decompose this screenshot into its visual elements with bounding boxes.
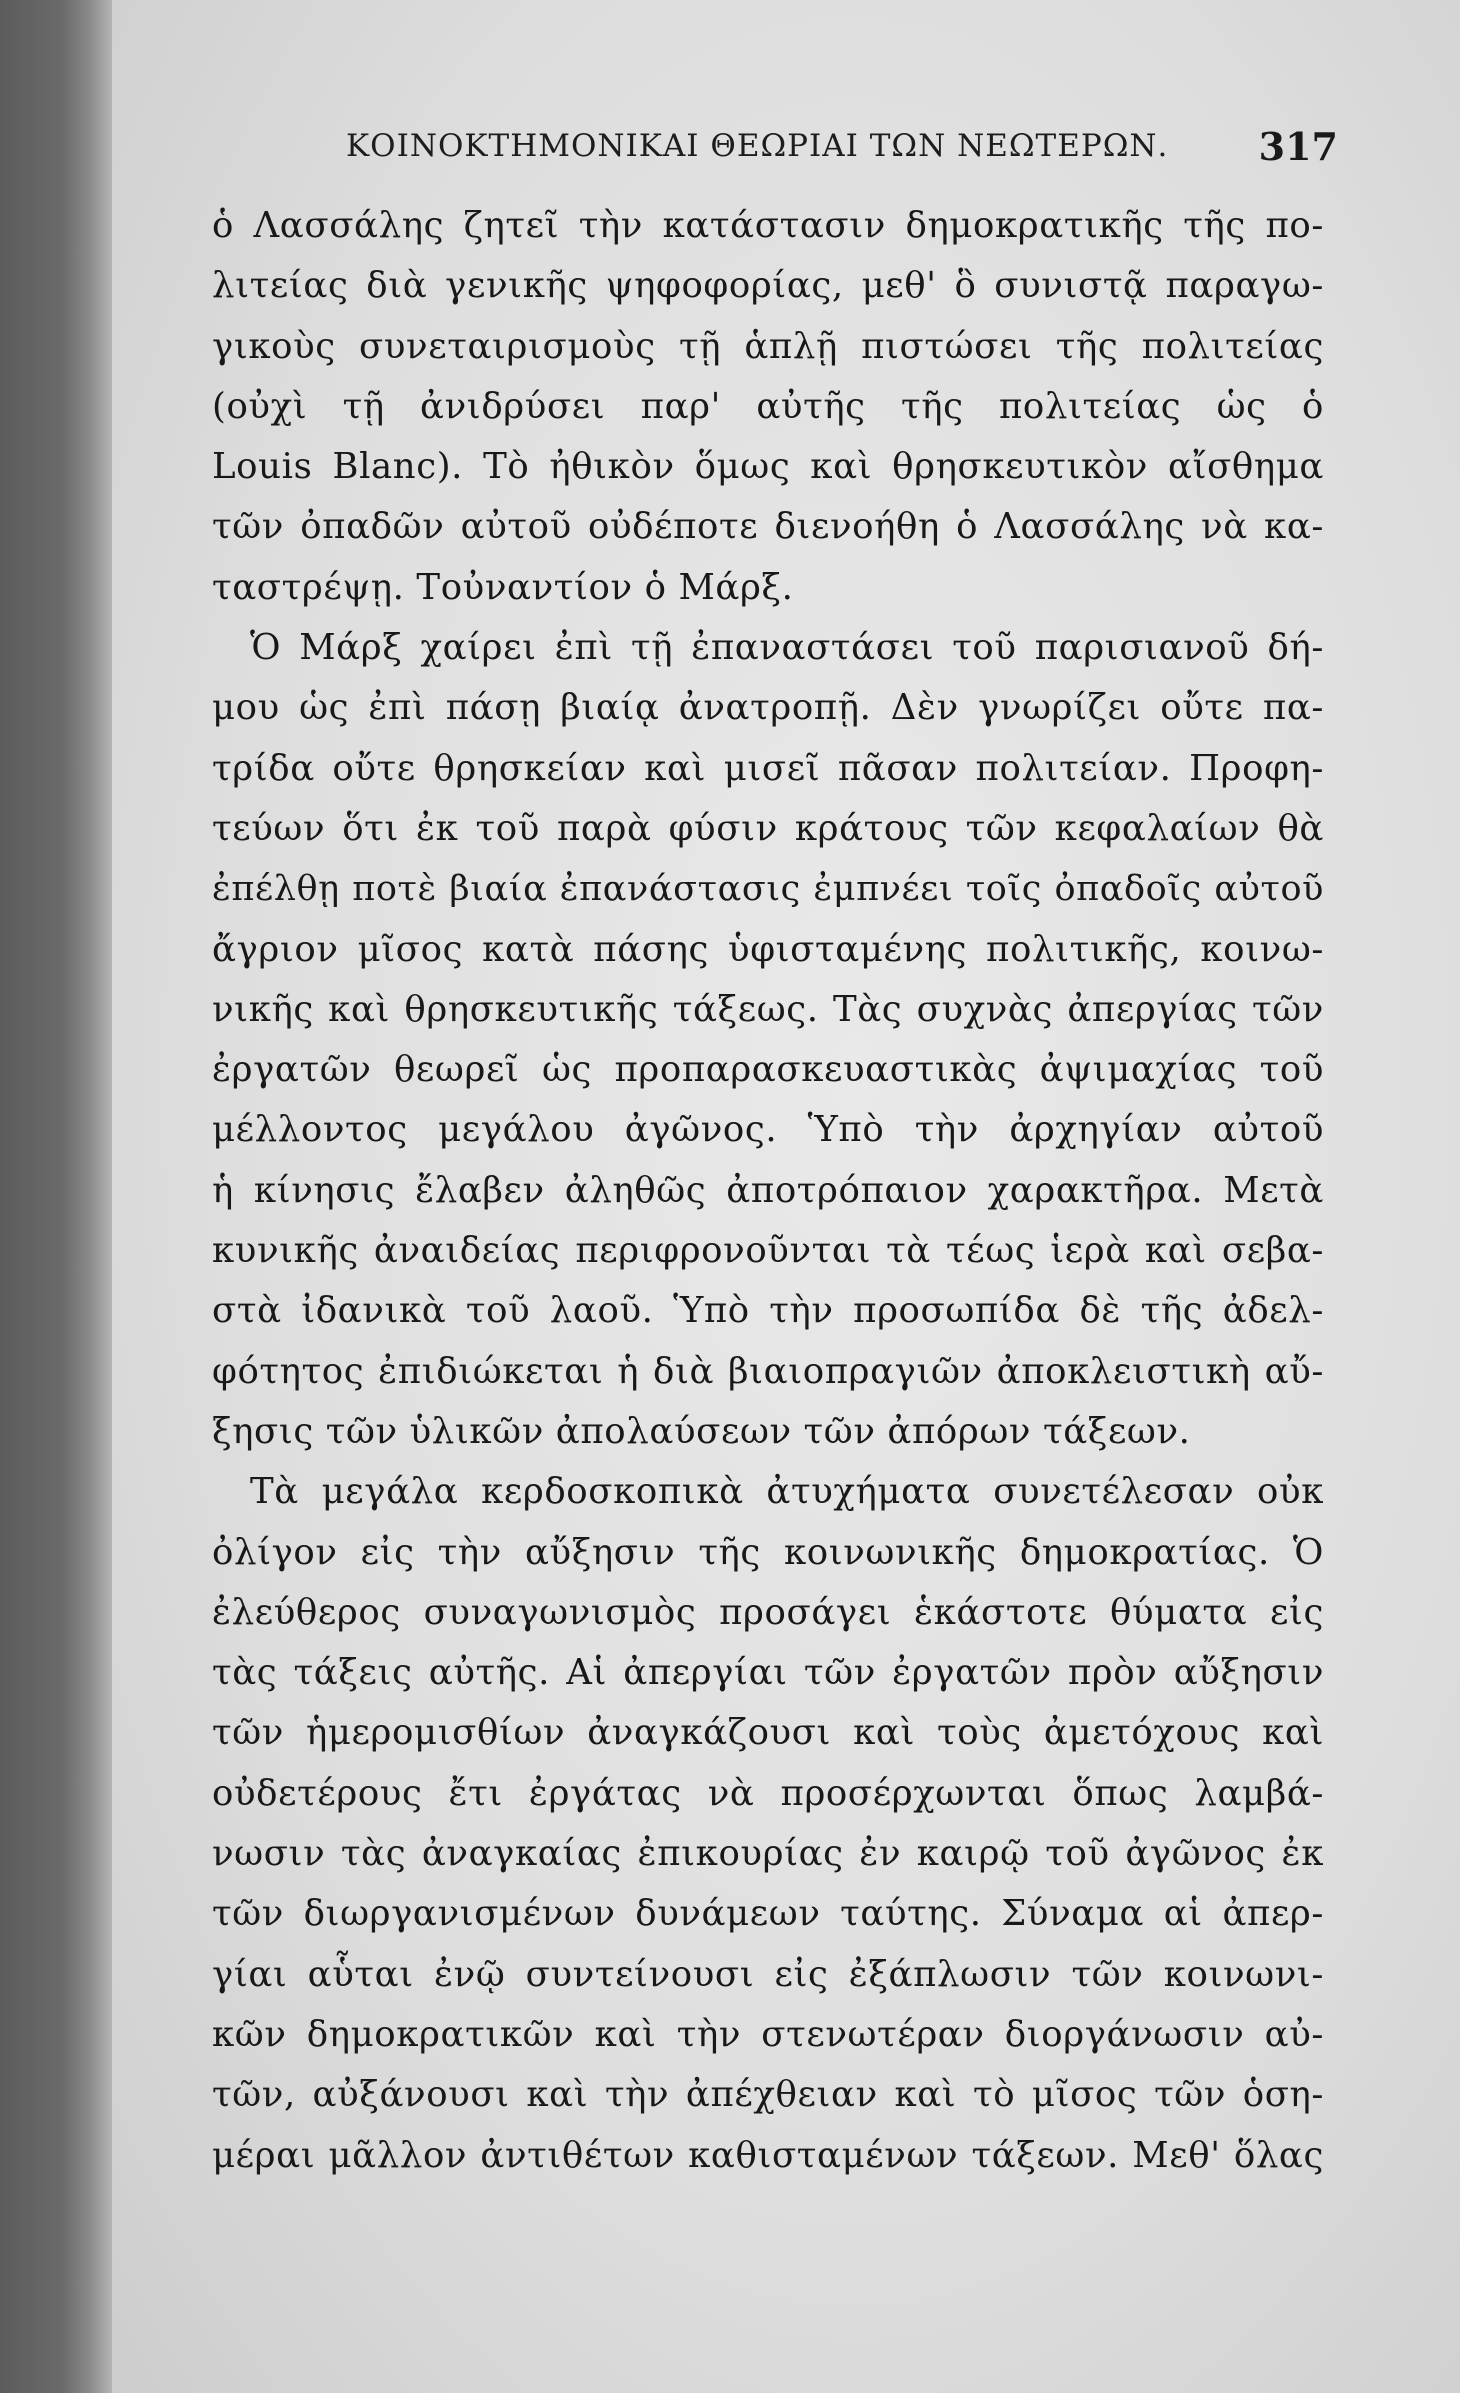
text-line: γικοὺς συνεταιρισμοὺς τῇ ἁπλῇ πιστώσει τῆς πολιτείας — [212, 325, 1324, 367]
text-line: ἐλεύθερος συναγωνισμὸς προσάγει ἑκάστοτε θύματα εἰς — [212, 1591, 1324, 1633]
text-line: κῶν δημοκρατικῶν καὶ τὴν στενωτέραν διοργάνωσιν αὐ- — [212, 2013, 1324, 2055]
text-line: ξησις τῶν ὑλικῶν ἀπολαύσεων τῶν ἀπόρων τάξεων. — [212, 1410, 1191, 1452]
text-line: ἐπέλθῃ ποτὲ βιαία ἐπανάστασις ἐμπνέει τοῖς ὀπαδοῖς αὐτοῦ — [212, 869, 1324, 910]
text-line: τῶν, αὐξάνουσι καὶ τὴν ἀπέχθειαν καὶ τὸ μῖσος τῶν ὁση- — [212, 2074, 1324, 2116]
text-line: ἄγριον μῖσος κατὰ πάσης ὑφισταμένης πολιτικῆς, κοινω- — [212, 928, 1324, 970]
text-line: Τὰ μεγάλα κερδοσκοπικὰ ἀτυχήματα συνετέλεσαν οὐκ — [250, 1471, 1324, 1513]
text-line: τῶν ἡμερομισθίων ἀναγκάζουσι καὶ τοὺς ἀμετόχους καὶ — [212, 1712, 1324, 1754]
text-line: νωσιν τὰς ἀναγκαίας ἐπικουρίας ἐν καιρῷ τοῦ ἀγῶνος ἐκ — [212, 1833, 1324, 1875]
text-line: γίαι αὗται ἐνῷ συντείνουσι εἰς ἐξάπλωσιν τῶν κοινωνι- — [212, 1953, 1324, 1995]
text-line: Ὁ Μάρξ χαίρει ἐπὶ τῇ ἐπαναστάσει τοῦ παρισιανοῦ δή- — [250, 627, 1324, 669]
text-line: μέραι μᾶλλον ἀντιθέτων καθισταμένων τάξεων. Μεθ' ὅλας — [212, 2134, 1324, 2176]
running-title: ΚΟΙΝΟΚΤΗΜΟΝΙΚΑΙ ΘΕΩΡΙΑΙ ΤΩΝ ΝΕΩΤΕΡΩΝ. — [346, 128, 1169, 164]
text-line: τρίδα οὔτε θρησκείαν καὶ μισεῖ πᾶσαν πολιτείαν. Προφη- — [212, 747, 1324, 789]
text-line: ἐργατῶν θεωρεῖ ὡς προπαρασκευαστικὰς ἀψιμαχίας τοῦ — [212, 1049, 1324, 1091]
text-line: ταστρέψῃ. Τοὐναντίον ὁ Μάρξ. — [212, 566, 794, 608]
text-line: ὁ Λασσάλης ζητεῖ τὴν κατάστασιν δημοκρατικῆς τῆς πο- — [212, 205, 1324, 246]
text-line: ἡ κίνησις ἔλαβεν ἀληθῶς ἀποτρόπαιον χαρακτῆρα. Μετὰ — [212, 1169, 1324, 1211]
page-header — [226, 124, 1338, 180]
text-line: κυνικῆς ἀναιδείας περιφρονοῦνται τὰ τέως ἱερὰ καὶ σεβα- — [212, 1230, 1324, 1272]
text-line: φότητος ἐπιδιώκεται ἡ διὰ βιαιοπραγιῶν ἀποκλειστικὴ αὔ- — [212, 1350, 1324, 1392]
text-line: μου ὡς ἐπὶ πάσῃ βιαίᾳ ἀνατροπῇ. Δὲν γνωρίζει οὔτε πα- — [212, 687, 1324, 729]
text-line: τὰς τάξεις αὐτῆς. Αἱ ἀπεργίαι τῶν ἐργατῶν πρὸν αὔξησιν — [212, 1652, 1324, 1694]
text-line: μέλλοντος μεγάλου ἀγῶνος. Ὑπὸ τὴν ἀρχηγίαν αὐτοῦ — [212, 1109, 1324, 1151]
text-line: τῶν ὀπαδῶν αὐτοῦ οὐδέποτε διενοήθη ὁ Λασσάλης νὰ κα- — [212, 506, 1324, 548]
text-line: (οὐχὶ τῇ ἀνιδρύσει παρ' αὐτῆς τῆς πολιτείας ὡς ὁ — [212, 385, 1324, 427]
text-line: νικῆς καὶ θρησκευτικῆς τάξεως. Τὰς συχνὰς ἀπεργίας τῶν — [212, 988, 1324, 1030]
book-spine-shadow — [0, 0, 112, 2393]
text-line: τῶν διωργανισμένων δυνάμεων ταύτης. Σύναμα αἱ ἀπερ- — [212, 1893, 1324, 1935]
text-line: στὰ ἰδανικὰ τοῦ λαοῦ. Ὑπὸ τὴν προσωπίδα δὲ τῆς ἀδελ- — [212, 1290, 1324, 1332]
text-line: Louis Blanc). Τὸ ἠθικὸν ὅμως καὶ θρησκευτικὸν αἴσθημα — [212, 446, 1324, 488]
text-line: λιτείας διὰ γενικῆς ψηφοφορίας, μεθ' ὃ συνιστᾷ παραγω- — [212, 265, 1324, 307]
text-line: ὀλίγον εἰς τὴν αὔξησιν τῆς κοινωνικῆς δημοκρατίας. Ὁ — [212, 1531, 1324, 1573]
text-line: τεύων ὅτι ἐκ τοῦ παρὰ φύσιν κράτους τῶν κεφαλαίων θὰ — [212, 807, 1324, 849]
text-line: οὐδετέρους ἔτι ἐργάτας νὰ προσέρχωνται ὅπως λαμβά- — [212, 1772, 1324, 1814]
page-number: 317 — [1258, 124, 1338, 169]
body-text — [212, 196, 1324, 2186]
